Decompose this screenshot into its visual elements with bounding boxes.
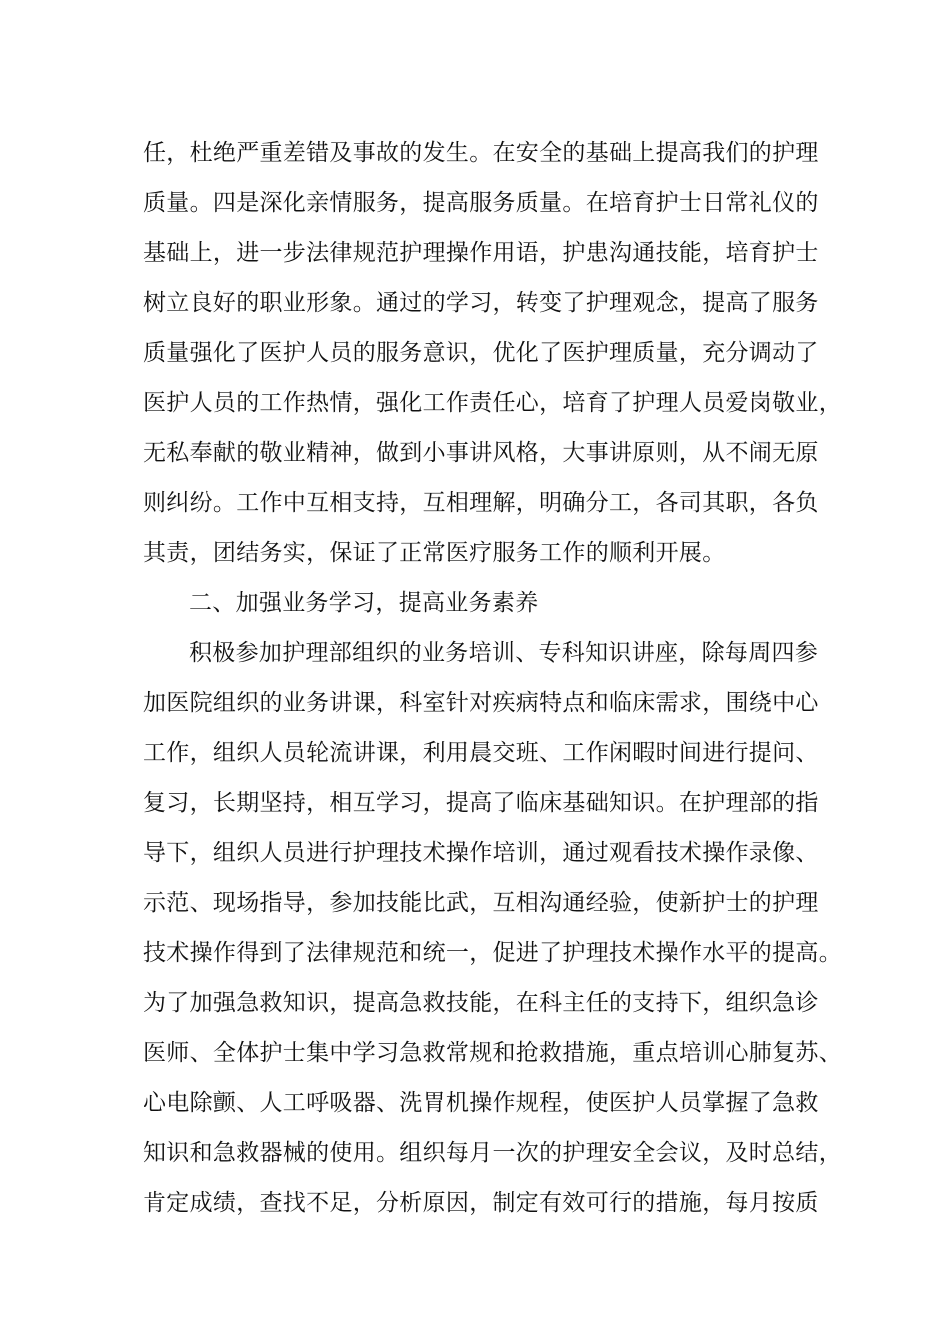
text-line: 无私奉献的敬业精神，做到小事讲风格，大事讲原则，从不闹无原 xyxy=(143,440,819,466)
text-line: 质量强化了医护人员的服务意识，优化了医护理质量，充分调动了 xyxy=(143,340,819,366)
text-line: 其责，团结务实，保证了正常医疗服务工作的顺利开展。 xyxy=(143,540,726,566)
text-line: 积极参加护理部组织的业务培训、专科知识讲座，除每周四参 xyxy=(189,640,819,666)
text-line: 则纠纷。工作中互相支持，互相理解，明确分工，各司其职，各负 xyxy=(143,490,819,516)
text-line: 质量。四是深化亲情服务，提高服务质量。在培育护士日常礼仪的 xyxy=(143,190,819,216)
text-line: 树立良好的职业形象。通过的学习，转变了护理观念，提高了服务 xyxy=(143,290,819,316)
body-text xyxy=(143,128,842,1228)
text-line: 知识和急救器械的使用。组织每月一次的护理安全会议，及时总结， xyxy=(143,1140,842,1166)
text-line: 示范、现场指导，参加技能比武，互相沟通经验，使新护士的护理 xyxy=(143,890,819,916)
text-line: 基础上，进一步法律规范护理操作用语，护患沟通技能，培育护士 xyxy=(143,240,819,266)
text-line: 医护人员的工作热情，强化工作责任心，培育了护理人员爱岗敬业， xyxy=(143,390,842,416)
text-line: 导下，组织人员进行护理技术操作培训，通过观看技术操作录像、 xyxy=(143,840,819,866)
text-line: 复习，长期坚持，相互学习，提高了临床基础知识。在护理部的指 xyxy=(143,790,819,816)
text-line: 技术操作得到了法律规范和统一，促进了护理技术操作水平的提高。 xyxy=(143,940,842,966)
section-heading: 二、加强业务学习，提高业务素养 xyxy=(189,590,539,616)
text-line: 心电除颤、人工呼吸器、洗胃机操作规程，使医护人员掌握了急救 xyxy=(143,1090,819,1116)
text-line: 加医院组织的业务讲课，科室针对疾病特点和临床需求，围绕中心 xyxy=(143,690,819,716)
text-line: 为了加强急救知识，提高急救技能，在科主任的支持下，组织急诊 xyxy=(143,990,819,1016)
text-line: 医师、全体护士集中学习急救常规和抢救措施，重点培训心肺复苏、 xyxy=(143,1040,842,1066)
text-line: 肯定成绩，查找不足，分析原因，制定有效可行的措施，每月按质 xyxy=(143,1190,819,1216)
text-line: 工作，组织人员轮流讲课，利用晨交班、工作闲暇时间进行提问、 xyxy=(143,740,819,766)
text-line: 任，杜绝严重差错及事故的发生。在安全的基础上提高我们的护理 xyxy=(143,140,819,166)
